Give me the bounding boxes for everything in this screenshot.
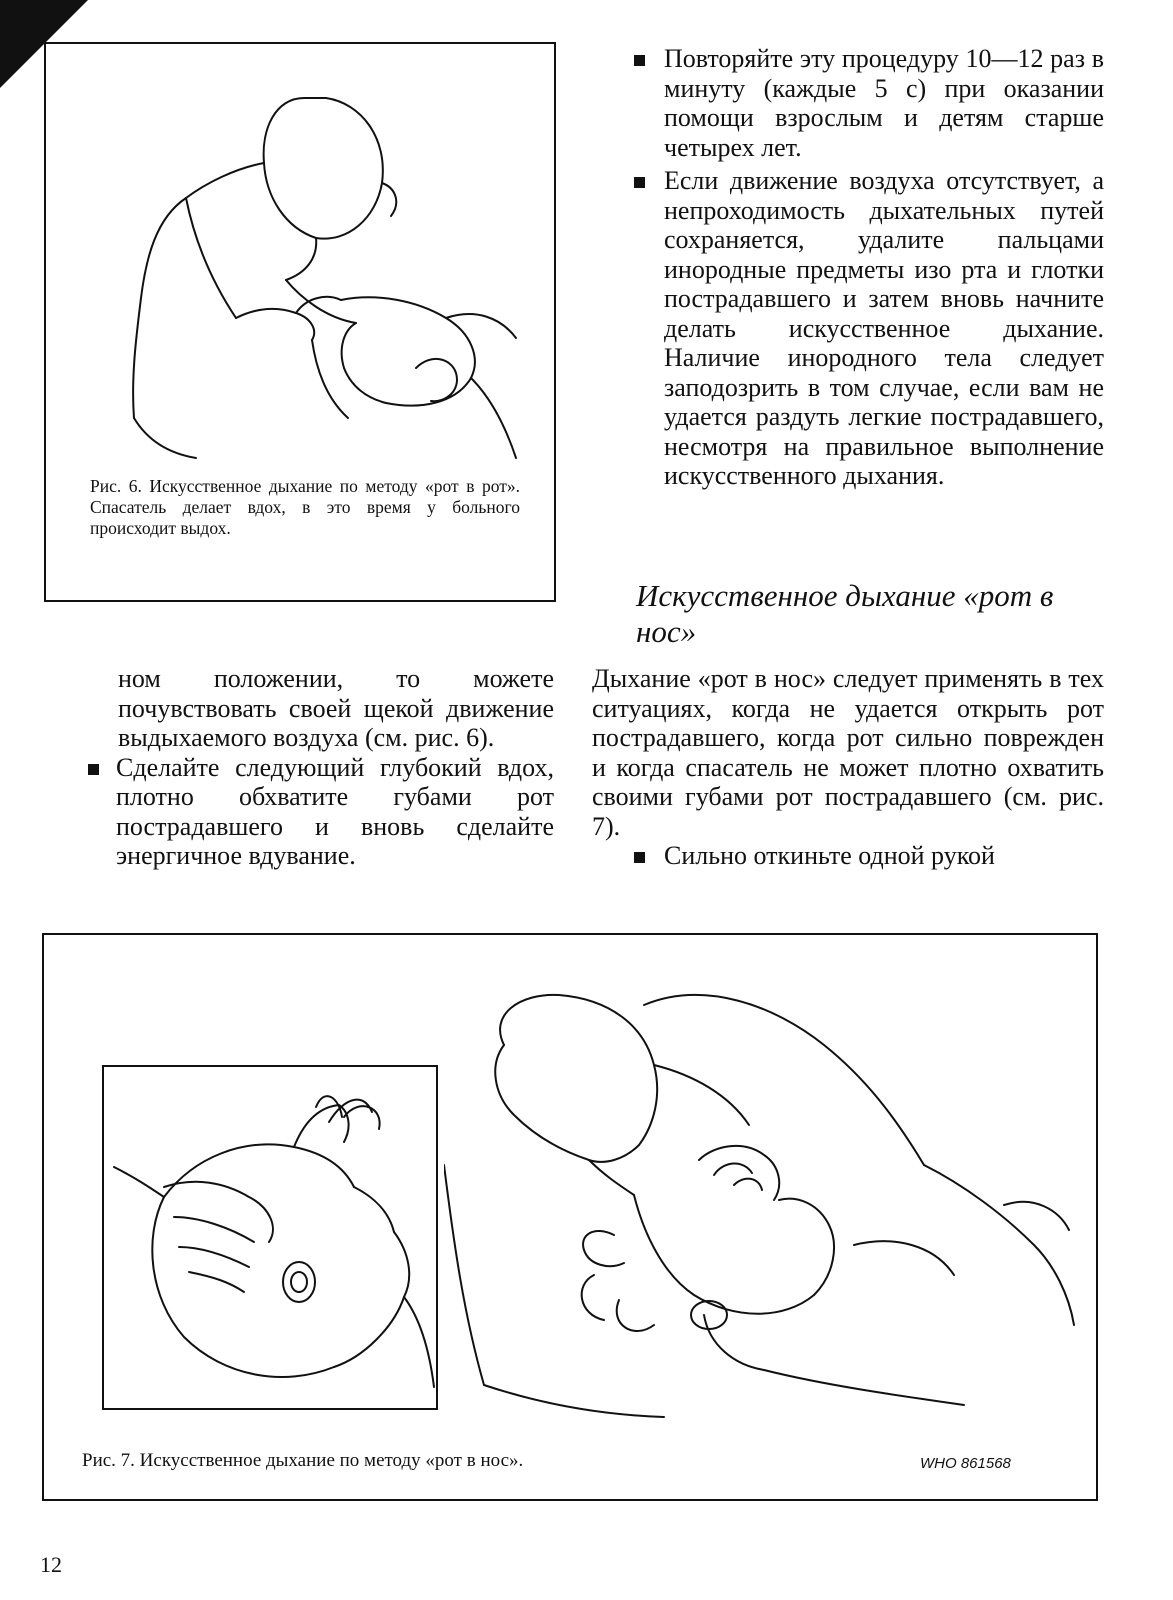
right-column-2 [592,664,1104,871]
page-number: 12 [40,1552,62,1577]
left-column [88,664,554,871]
figure-6 [44,42,556,602]
figure-7-caption: Рис. 7. Искусственное дыхание по методу «рот в нос». [82,1450,524,1471]
list-item: Сделайте следующий глубокий вдох, плотно обхватите губами рот пострадавшего и вновь сделайте энергичное вдувание. [88,753,554,871]
right-column-list [634,44,1104,495]
figure-6-caption: Рис. 6. Искусственное дыхание по методу «рот в рот». Спасатель делает вдох, в это время у больного происходит выдох. [90,476,520,538]
list-item: Если движение воздуха отсутствует, а непроходимость дыхательных путей сохраняется, удалите пальцами инородные предметы изо рта и глотки пострадавшего и затем вновь начните делать искусственное дыхание. Наличие инородного тела следует заподозрить в том случае, если вам не удается раздуть легкие пострадавшего, несмотря на правильное выполнение искусственного дыхания. [634,166,1104,491]
list-item: Повторяйте эту процедуру 10—12 раз в минуту (каждые 5 с) при оказании помощи взрослым и детям старше четырех лет. [634,44,1104,162]
list-item: Сильно откиньте одной рукой [634,841,1104,871]
paragraph-continuation: ном положении, то можете почувствовать своей щекой движение выдыхаемого воздуха (см. рис. 6). [118,664,554,752]
head-tilt-illustration [104,1067,436,1408]
section-heading: Искусственное дыхание «рот в нос» [636,578,1054,649]
figure-7-inset [102,1065,438,1410]
figure-7 [42,933,1098,1501]
paragraph: Дыхание «рот в нос» следует применять в тех ситуациях, когда не удается открыть рот пострадавшего, когда рот сильно поврежден и когда спасатель не может плотно охватить своими губами рот пострадавшего (см. рис. 7). [592,664,1104,841]
figure-7-code: WHO 861568 [920,1455,1011,1472]
mouth-to-mouth-illustration [86,68,526,468]
mouth-to-nose-illustration [444,985,1084,1425]
